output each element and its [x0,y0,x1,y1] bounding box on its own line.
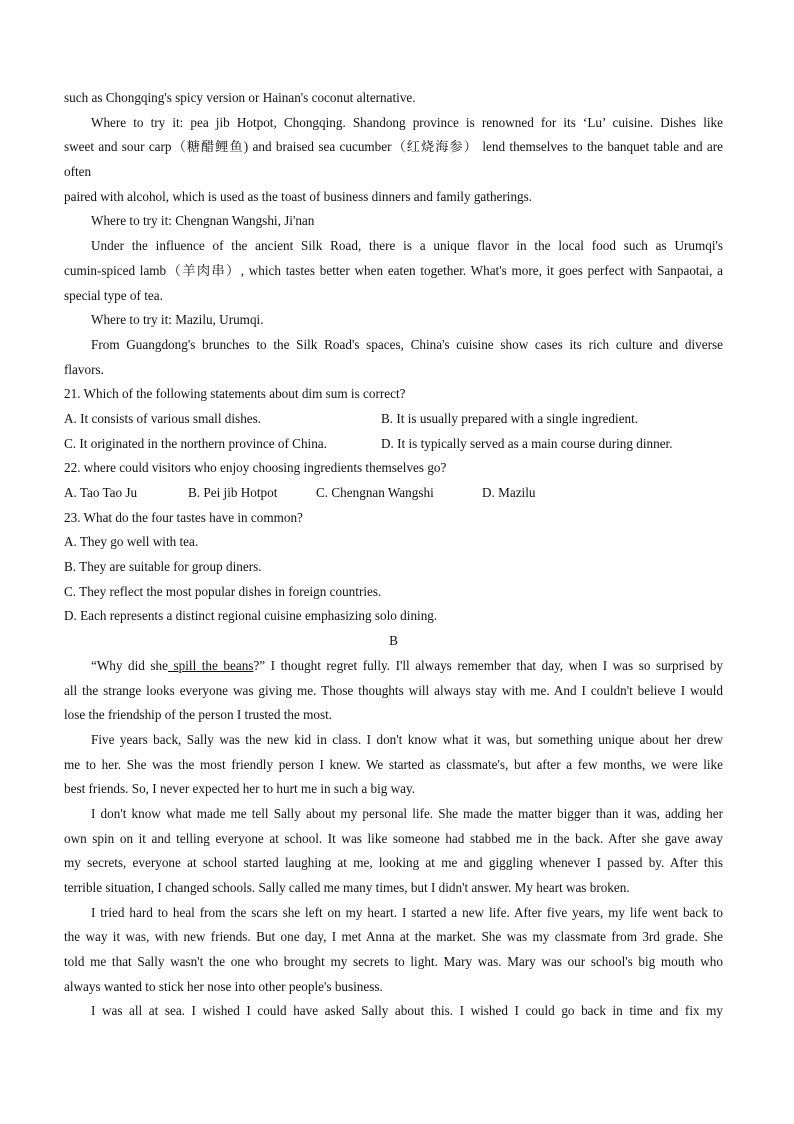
passage-line: such as Chongqing's spicy version or Hainan's coconut alternative. [64,90,416,105]
option-c: C. It originated in the northern province of China. [64,435,327,451]
passage-line: I was all at sea. I wished I could have asked Sally about this. I wished I could go back in time and fix my [91,1003,723,1019]
quote-rest: ?” I thought regret fully. I'll always remember that day, when I was so surprised by [253,657,724,673]
passage-line: sweet and sour carp（糖醋鲤鱼) and braised sea cucumber（红烧海参） lend themselves to the banquet table and are [64,139,723,155]
passage-line: cumin-spiced lamb（羊肉串）, which tastes better when eaten together. What's more, it goes perfect with Sanpaotai, a [64,262,723,278]
option-a: A. It consists of various small dishes. [64,410,262,426]
passage-line: always wanted to stick her nose into other people's business. [64,978,383,994]
passage-line: paired with alcohol, which is used as the toast of business dinners and family gatherings. [64,188,533,204]
option-c: C. Chengnan Wangshi [316,485,434,500]
option-a: A. Tao Tao Ju [64,485,138,500]
question-22-options [64,481,723,506]
option-b: B. They are suitable for group diners. [64,559,262,575]
question-21-stem: 21. Which of the following statements about dim sum is correct? [64,386,406,402]
passage-line: told me that Sally wasn't the one who brought my secrets to light. Mary was. Mary was our school's big mouth who [64,954,723,970]
passage-line: I don't know what made me tell Sally about my personal life. She made the matter bigger than it was, adding her [91,805,723,821]
option-d: D. Mazilu [482,485,536,500]
passage-line: special type of tea. [64,287,163,303]
quote-start: “Why did she [91,657,168,673]
passage-line: Five years back, Sally was the new kid in class. I don't know what it was, but something unique about her drew [91,731,723,747]
option-a: A. They go well with tea. [64,534,199,550]
passage-line: best friends. So, I never expected her to hurt me in such a big way. [64,781,416,797]
underlined-phrase: spill the beans [167,657,254,673]
passage-line: own spin on it and telling everyone at school. It was like someone had stabbed me in the back. After she gave away [64,830,723,846]
option-b: B. Pei jib Hotpot [188,485,278,500]
passage-line: me to her. She was the most friendly person I knew. We started as classmate's, but after a few months, we were like [64,756,723,772]
passage-line: lose the friendship of the person I trusted the most. [64,707,333,723]
option-c: C. They reflect the most popular dishes in foreign countries. [64,583,382,599]
option-b: B. It is usually prepared with a single ingredient. [381,410,639,426]
passage-line: terrible situation, I changed schools. Sally called me many times, but I didn't answer. My heart was broken. [64,880,630,895]
passage-line: the way it was, with new friends. But one day, I met Anna at the market. She was my classmate from 3rd grade. She [64,929,723,945]
question-21-options-row-2 [64,432,723,457]
passage-line: Under the influence of the ancient Silk Road, there is a unique flavor in the local food such as Urumqi's [91,238,723,254]
passage-line: flavors. [64,361,104,377]
question-23-stem: 23. What do the four tastes have in common? [64,509,303,525]
section-heading: B [389,633,398,649]
option-d: D. Each represents a distinct regional cuisine emphasizing solo dining. [64,608,438,624]
passage-line: often [64,164,92,180]
passage-line: all the strange looks everyone was giving me. Those thoughts will always stay with me. And I couldn't believe I would [64,682,723,698]
question-22-stem: 22. where could visitors who enjoy choosing ingredients themselves go? [64,460,447,476]
option-d: D. It is typically served as a main course during dinner. [381,435,673,451]
question-21-options-row-1 [64,407,723,432]
passage-line: Where to try it: Chengnan Wangshi, Ji'nan [91,213,315,229]
passage-line: Where to try it: Mazilu, Urumqi. [91,312,264,328]
document-page [64,86,723,1024]
passage-line [64,654,723,679]
passage-line: From Guangdong's brunches to the Silk Road's spaces, China's cuisine show cases its rich culture and diverse [91,336,723,352]
passage-line: my secrets, everyone at school started laughing at me, looking at me and giggling whenever I passed by. After this [64,855,723,871]
passage-line: I tried hard to heal from the scars she left on my heart. I started a new life. After five years, my life went back to [91,904,723,920]
passage-line: Where to try it: pea jib Hotpot, Chongqing. Shandong province is renowned for its ‘Lu’ cuisine. Dishes like [91,114,723,130]
